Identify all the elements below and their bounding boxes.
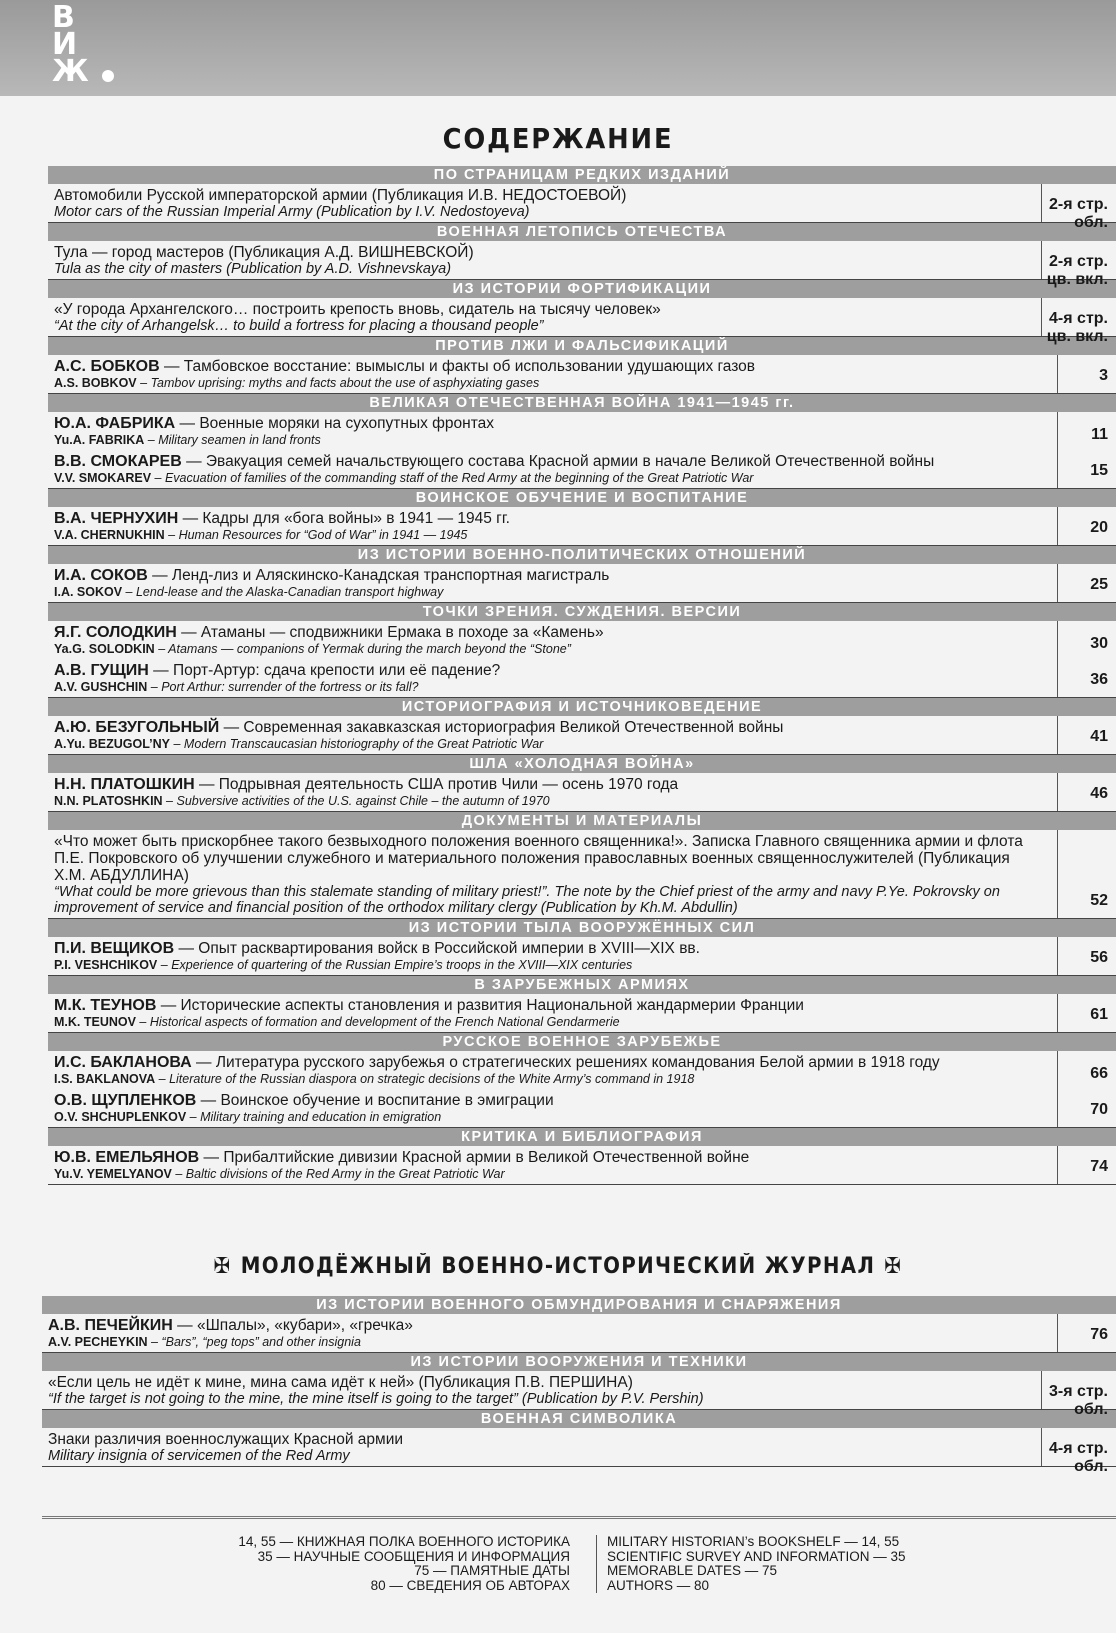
section-header: ИЗ ИСТОРИИ ВОЕННОГО ОБМУНДИРОВАНИЯ И СНАРЯЖЕНИЯ bbox=[42, 1296, 1116, 1314]
entry-title-ru bbox=[54, 244, 1036, 261]
entry-title-ru bbox=[48, 1431, 1036, 1448]
toc-entry bbox=[48, 241, 1116, 279]
entry-title-ru: И.А. СОКОВ — Ленд-лиз и Аляскинско-Канадская транспортная магистраль bbox=[54, 567, 610, 584]
page-number bbox=[1041, 298, 1116, 345]
author-name-en: O.V. SHCHUPLENKOV bbox=[54, 1110, 187, 1124]
entry-title-ru: В.В. СМОКАРЕВ — Эвакуация семей начальствующего состава Красной армии в начале Великой Отечественной войны bbox=[54, 453, 935, 470]
entry-title-en: N.N. PLATOSHKIN – Subversive activities of the U.S. against Chile – the autumn of 1970 bbox=[54, 794, 550, 808]
title-ru: Знаки различия военнослужащих Красной армии bbox=[48, 1431, 404, 1448]
section-header: ИЗ ИСТОРИИ ВОЕННО-ПОЛИТИЧЕСКИХ ОТНОШЕНИЙ bbox=[48, 546, 1116, 564]
entry-title-en: O.V. SHCHUPLENKOV – Military training and education in emigration bbox=[54, 1110, 442, 1124]
author-name-en: Yu.V. YEMELYANOV bbox=[54, 1167, 172, 1181]
title-en: Military seamen in land fronts bbox=[158, 433, 321, 447]
title-ru: Воинское обучение и воспитание в эмиграции bbox=[220, 1092, 554, 1109]
section-block bbox=[48, 298, 1116, 345]
page-value: 74 bbox=[1090, 1158, 1108, 1175]
toc-entry bbox=[48, 830, 1116, 918]
entry-title-en bbox=[54, 318, 1036, 334]
title-en: Tambov uprising: myths and facts about the use of asphyxiating gases bbox=[150, 376, 540, 390]
section-block bbox=[48, 184, 1116, 231]
author-name-ru: М.К. ТЕУНОВ bbox=[54, 997, 157, 1014]
page-number bbox=[1057, 1146, 1116, 1184]
page-value: 52 bbox=[1090, 892, 1108, 909]
section-block bbox=[48, 994, 1116, 1033]
title-ru: Кадры для «бога войны» в 1941 — 1945 гг. bbox=[202, 510, 510, 527]
page-number bbox=[1057, 937, 1116, 975]
header-bar bbox=[0, 0, 1116, 96]
entry-title-en: M.K. TEUNOV – Historical aspects of formation and development of the French National Gendarmerie bbox=[54, 1015, 620, 1029]
toc-entry bbox=[48, 621, 1116, 659]
author-name-ru: О.В. ЩУПЛЕНКОВ bbox=[54, 1092, 197, 1109]
toc-entry bbox=[48, 450, 1116, 488]
author-name-ru: Н.Н. ПЛАТОШКИН bbox=[54, 776, 195, 793]
entry-title-en: A.S. BOBKOV – Tambov uprising: myths and facts about the use of asphyxiating gases bbox=[54, 376, 540, 390]
section-block bbox=[48, 507, 1116, 546]
author-name-ru: А.В. ПЕЧЕЙКИН bbox=[48, 1317, 173, 1334]
author-name-ru: Я.Г. СОЛОДКИН bbox=[54, 624, 177, 641]
toc-entry bbox=[48, 994, 1116, 1032]
author-name-ru: И.А. СОКОВ bbox=[54, 567, 148, 584]
entry-title-ru bbox=[48, 1374, 1036, 1391]
entry-title-en: V.V. SMOKAREV – Evacuation of families of the commanding staff of the Red Army at the beginning of the Great Patriotic War bbox=[54, 471, 754, 485]
page-number bbox=[1057, 830, 1116, 918]
section-header: ШЛА «ХОЛОДНАЯ ВОЙНА» bbox=[48, 755, 1116, 773]
section-header: В ЗАРУБЕЖНЫХ АРМИЯХ bbox=[48, 976, 1116, 994]
footer-index-ru: 14, 55 — КНИЖНАЯ ПОЛКА ВОЕННОГО ИСТОРИКА 35 — НАУЧНЫЕ СООБЩЕНИЯ И ИНФОРМАЦИЯ 75 — ПАМЯТНЫЕ ДАТЫ 80 — СВЕДЕНИЯ ОБ АВТОРАХ bbox=[238, 1534, 570, 1593]
title-en: Military insignia of servicemen of the Red Army bbox=[48, 1448, 350, 1464]
entry-title-ru: П.И. ВЕЩИКОВ — Опыт расквартирования войск в Российской империи в XVIII—XIX вв. bbox=[54, 940, 700, 957]
author-name-ru: В.В. СМОКАРЕВ bbox=[54, 453, 182, 470]
section-header: РУССКОЕ ВОЕННОЕ ЗАРУБЕЖЬЕ bbox=[48, 1033, 1116, 1051]
author-name-ru: П.И. ВЕЩИКОВ bbox=[54, 940, 175, 957]
author-name-ru: А.С. БОБКОВ bbox=[54, 358, 160, 375]
entry-title-en bbox=[54, 261, 1036, 277]
page-value: 4-я стр. обл. bbox=[1049, 1440, 1108, 1475]
toc-entry bbox=[48, 773, 1116, 811]
section-header: ИЗ ИСТОРИИ ВООРУЖЕНИЯ И ТЕХНИКИ bbox=[42, 1353, 1116, 1371]
section-block bbox=[48, 716, 1116, 755]
section-header: ПО СТРАНИЦАМ РЕДКИХ ИЗДАНИЙ bbox=[48, 166, 1116, 184]
toc-entry bbox=[48, 184, 1116, 222]
entry-title-ru: В.А. ЧЕРНУХИН — Кадры для «бога войны» в 1941 — 1945 гг. bbox=[54, 510, 510, 527]
author-name-en: Ya.G. SOLODKIN bbox=[54, 642, 155, 656]
section-block bbox=[48, 621, 1116, 698]
section-header: КРИТИКА И БИБЛИОГРАФИЯ bbox=[48, 1128, 1116, 1146]
page-number bbox=[1057, 1051, 1116, 1127]
page-value: 56 bbox=[1090, 949, 1108, 966]
author-name-ru: И.С. БАКЛАНОВА bbox=[54, 1054, 192, 1071]
section-block bbox=[48, 830, 1116, 919]
entry-title-ru: О.В. ЩУПЛЕНКОВ — Воинское обучение и воспитание в эмиграции bbox=[54, 1092, 554, 1109]
title-ru: Атаманы — сподвижники Ермака в походе за «Камень» bbox=[200, 624, 604, 641]
entry-title-en: A.Yu. BEZUGOL’NY – Modern Transcaucasian historiography of the Great Patriotic War bbox=[54, 737, 544, 751]
entry-title-ru: А.С. БОБКОВ — Тамбовское восстание: вымыслы и факты об использовании удушающих газов bbox=[54, 358, 756, 375]
footer-index bbox=[42, 1516, 1116, 1593]
section-header: ИЗ ИСТОРИИ ТЫЛА ВООРУЖЁННЫХ СИЛ bbox=[48, 919, 1116, 937]
author-name-en: I.A. SOKOV bbox=[54, 585, 123, 599]
section-header: ИСТОРИОГРАФИЯ И ИСТОЧНИКОВЕДЕНИЕ bbox=[48, 698, 1116, 716]
soldier-icon: ✠ bbox=[884, 1254, 903, 1279]
entry-title-ru: А.В. ПЕЧЕЙКИН — «Шпалы», «кубари», «гречка» bbox=[48, 1317, 413, 1334]
title-ru: Литература русского зарубежья о стратегических решениях командования Белой армии в 1918 году bbox=[215, 1054, 940, 1071]
author-name-en: A.S. BOBKOV bbox=[54, 376, 137, 390]
section-block bbox=[42, 1314, 1116, 1353]
title-en: Literature of the Russian diaspora on strategic decisions of the White Army’s command in 1918 bbox=[169, 1072, 695, 1086]
section-header: ВОЕННАЯ СИМВОЛИКА bbox=[42, 1410, 1116, 1428]
toc-entry bbox=[48, 937, 1116, 975]
entry-title-ru: М.К. ТЕУНОВ — Исторические аспекты становления и развития Национальной жандармерии Франции bbox=[54, 997, 804, 1014]
title-en: Modern Transcaucasian historiography of the Great Patriotic War bbox=[183, 737, 544, 751]
toc-entry bbox=[48, 298, 1116, 336]
table-of-contents bbox=[48, 166, 1116, 1185]
entry-title-en bbox=[48, 1448, 1036, 1464]
page-number bbox=[1041, 184, 1116, 231]
title-ru: «Что может быть прискорбнее такого безвыходного положения военного священника!». Записка Главного священника армии и флота П.Е. Покровского об улучшении служебного и материального положения православных военных священнослужителей (Публикация Х.М. АБДУЛЛИНА) bbox=[54, 833, 1023, 884]
author-name-en: A.V. PECHEYKIN bbox=[48, 1335, 148, 1349]
page-number bbox=[1057, 994, 1116, 1032]
author-name-ru: А.Ю. БЕЗУГОЛЬНЫЙ bbox=[54, 719, 220, 736]
title-en: Military training and education in emigration bbox=[200, 1110, 442, 1124]
author-name-en: I.S. BAKLANOVA bbox=[54, 1072, 156, 1086]
title-ru: Тамбовское восстание: вымыслы и факты об использовании удушающих газов bbox=[183, 358, 756, 375]
logo-dot bbox=[102, 70, 114, 82]
entry-title-ru bbox=[54, 187, 1036, 204]
title-ru: Эвакуация семей начальствующего состава Красной армии в начале Великой Отечественной войны bbox=[205, 453, 935, 470]
page-value: 2-я стр. обл. bbox=[1049, 196, 1108, 231]
youth-journal-title: ✠ МОЛОДЁЖНЫЙ ВОЕННО-ИСТОРИЧЕСКИЙ ЖУРНАЛ ✠ bbox=[213, 1254, 903, 1279]
entry-title-en: Yu.V. YEMELYANOV – Baltic divisions of the Red Army in the Great Patriotic War bbox=[54, 1167, 505, 1181]
title-ru: «У города Архангелского… построить крепость вновь, сидатель на тысячу человек» bbox=[54, 301, 661, 318]
entry-title-en bbox=[54, 204, 1036, 220]
section-block bbox=[48, 412, 1116, 489]
section-block bbox=[42, 1371, 1116, 1418]
section-header: ИЗ ИСТОРИИ ФОРТИФИКАЦИИ bbox=[48, 280, 1116, 298]
section-header: ДОКУМЕНТЫ И МАТЕРИАЛЫ bbox=[48, 812, 1116, 830]
page-value: 2-я стр. цв. вкл. bbox=[1046, 253, 1108, 288]
toc-entry bbox=[48, 1051, 1116, 1089]
entry-title-ru: Я.Г. СОЛОДКИН — Атаманы — сподвижники Ермака в походе за «Камень» bbox=[54, 624, 604, 641]
section-block bbox=[48, 937, 1116, 976]
page-value: 3-я стр. обл. bbox=[1049, 1383, 1108, 1418]
page-value: 20 bbox=[1090, 519, 1108, 536]
toc-entry bbox=[48, 659, 1116, 697]
page-number bbox=[1041, 1428, 1116, 1475]
page-value: 11 15 bbox=[1090, 426, 1108, 479]
section-header: ПРОТИВ ЛЖИ И ФАЛЬСИФИКАЦИЙ bbox=[48, 337, 1116, 355]
title-ru: Тула — город мастеров (Публикация А.Д. ВИШНЕВСКОЙ) bbox=[54, 244, 474, 261]
entry-title-ru bbox=[54, 833, 1036, 884]
toc-entry bbox=[42, 1314, 1116, 1352]
toc-entry bbox=[48, 1146, 1116, 1184]
title-ru: Ленд-лиз и Аляскинско-Канадская транспортная магистраль bbox=[171, 567, 610, 584]
section-header: ВОИНСКОЕ ОБУЧЕНИЕ И ВОСПИТАНИЕ bbox=[48, 489, 1116, 507]
title-en: “What could be more grievous than this stalemate standing of military priest!”. The note by the Chief priest of the army and navy P.Ye. Pokrovsky on improvement of service and financial position of the orthodox military clergy (Publication by Kh.M. Abdullin) bbox=[54, 884, 1000, 916]
toc-entry bbox=[48, 412, 1116, 450]
entry-title-en: A.V. PECHEYKIN – “Bars”, “peg tops” and other insignia bbox=[48, 1335, 361, 1349]
title-ru: Подрывная деятельность США против Чили — осень 1970 года bbox=[218, 776, 679, 793]
author-name-en: A.V. GUSHCHIN bbox=[54, 680, 148, 694]
title-en: Historical aspects of formation and development of the French National Gendarmerie bbox=[149, 1015, 620, 1029]
page-value: 41 bbox=[1090, 728, 1108, 745]
title-ru: Современная закавказская историография Великой Отечественной войны bbox=[243, 719, 784, 736]
title-ru: Автомобили Русской императорской армии (Публикация И.В. НЕДОСТОЕВОЙ) bbox=[54, 187, 627, 204]
entry-title-en bbox=[48, 1391, 1036, 1407]
title-ru: Порт-Артур: сдача крепости или её падение? bbox=[172, 662, 501, 679]
youth-table-of-contents bbox=[42, 1296, 1116, 1475]
toc-entry bbox=[48, 1089, 1116, 1127]
title-en: Human Resources for “God of War” in 1941 — 1945 bbox=[178, 528, 468, 542]
page-number bbox=[1057, 412, 1116, 488]
entry-title-en: I.S. BAKLANOVA – Literature of the Russian diaspora on strategic decisions of the White Army’s command in 1918 bbox=[54, 1072, 695, 1086]
entry-title-en: A.V. GUSHCHIN – Port Arthur: surrender of the fortress or its fall? bbox=[54, 680, 419, 694]
section-header: ВЕЛИКАЯ ОТЕЧЕСТВЕННАЯ ВОЙНА 1941—1945 гг. bbox=[48, 394, 1116, 412]
section-block bbox=[48, 1146, 1116, 1185]
title-en: “If the target is not going to the mine, the mine itself is going to the target” (Publication by P.V. Pershin) bbox=[48, 1391, 704, 1407]
page-number bbox=[1041, 1371, 1116, 1418]
section-header: ТОЧКИ ЗРЕНИЯ. СУЖДЕНИЯ. ВЕРСИИ bbox=[48, 603, 1116, 621]
title-en: Atamans — companions of Yermak during the march beyond the “Stone” bbox=[168, 642, 571, 656]
page-value: 3 bbox=[1099, 367, 1108, 384]
author-name-ru: А.В. ГУЩИН bbox=[54, 662, 149, 679]
entry-title-ru: Ю.В. ЕМЕЛЬЯНОВ — Прибалтийские дивизии Красной армии в Великой Отечественной войне bbox=[54, 1149, 750, 1166]
page-number bbox=[1057, 564, 1116, 602]
title-ru: Исторические аспекты становления и развития Национальной жандармерии Франции bbox=[180, 997, 804, 1014]
title-en: Tula as the city of masters (Publication by A.D. Vishnevskaya) bbox=[54, 261, 452, 277]
entry-title-en: I.A. SOKOV – Lend-lease and the Alaska-Canadian transport highway bbox=[54, 585, 444, 599]
entry-title-en: P.I. VESHCHIKOV – Experience of quartering of the Russian Empire’s troops in the XVIII—XIX centuries bbox=[54, 958, 633, 972]
page-number bbox=[1057, 621, 1116, 697]
entry-title-en: Ya.G. SOLODKIN – Atamans — companions of Yermak during the march beyond the “Stone” bbox=[54, 642, 571, 656]
entry-title-ru bbox=[54, 301, 1036, 318]
page-value: 4-я стр. цв. вкл. bbox=[1046, 310, 1108, 345]
title-ru: Опыт расквартирования войск в Российской империи в XVIII—XIX вв. bbox=[198, 940, 700, 957]
title-en: Lend-lease and the Alaska-Canadian transport highway bbox=[135, 585, 444, 599]
page-value: 66 70 bbox=[1090, 1065, 1108, 1118]
entry-title-ru: Ю.А. ФАБРИКА — Военные моряки на сухопутных фронтах bbox=[54, 415, 494, 432]
section-block bbox=[48, 355, 1116, 394]
author-name-en: P.I. VESHCHIKOV bbox=[54, 958, 158, 972]
section-block bbox=[48, 773, 1116, 812]
toc-entry bbox=[48, 355, 1116, 393]
toc-entry bbox=[48, 564, 1116, 602]
page-number bbox=[1057, 716, 1116, 754]
author-name-en: V.V. SMOKAREV bbox=[54, 471, 152, 485]
page-value: 61 bbox=[1090, 1006, 1108, 1023]
page-value: 76 bbox=[1090, 1326, 1108, 1343]
toc-entry bbox=[48, 716, 1116, 754]
page-number bbox=[1057, 773, 1116, 811]
section-header: ВОЕННАЯ ЛЕТОПИСЬ ОТЕЧЕСТВА bbox=[48, 223, 1116, 241]
toc-entry bbox=[42, 1428, 1116, 1466]
author-name-en: N.N. PLATOSHKIN bbox=[54, 794, 163, 808]
section-block bbox=[48, 241, 1116, 288]
title-ru: Прибалтийские дивизии Красной армии в Великой Отечественной войне bbox=[223, 1149, 750, 1166]
author-name-ru: В.А. ЧЕРНУХИН bbox=[54, 510, 179, 527]
entry-title-en bbox=[54, 884, 1036, 916]
title-en: Motor cars of the Russian Imperial Army (Publication by I.V. Nedostoyeva) bbox=[54, 204, 530, 220]
page-title: СОДЕРЖАНИЕ bbox=[442, 122, 674, 155]
page-number bbox=[1057, 507, 1116, 545]
title-en: “At the city of Arhangelsk… to build a fortress for placing a thousand people” bbox=[54, 318, 544, 334]
author-name-en: Yu.A. FABRIKA bbox=[54, 433, 145, 447]
entry-title-ru: И.С. БАКЛАНОВА — Литература русского зарубежья о стратегических решениях командования Белой армии в 1918 году bbox=[54, 1054, 940, 1071]
author-name-en: A.Yu. BEZUGOL’NY bbox=[54, 737, 170, 751]
toc-entry bbox=[42, 1371, 1116, 1409]
title-en: Port Arthur: surrender of the fortress or its fall? bbox=[161, 680, 419, 694]
page-number bbox=[1057, 355, 1116, 393]
section-block bbox=[48, 1051, 1116, 1128]
author-name-en: M.K. TEUNOV bbox=[54, 1015, 136, 1029]
title-en: Subversive activities of the U.S. against Chile – the autumn of 1970 bbox=[176, 794, 550, 808]
page-value: 25 bbox=[1090, 576, 1108, 593]
section-block bbox=[48, 564, 1116, 603]
entry-title-ru: Н.Н. ПЛАТОШКИН — Подрывная деятельность США против Чили — осень 1970 года bbox=[54, 776, 679, 793]
author-name-ru: Ю.В. ЕМЕЛЬЯНОВ bbox=[54, 1149, 200, 1166]
title-en: “Bars”, “peg tops” and other insignia bbox=[161, 1335, 361, 1349]
journal-logo: В И Ж bbox=[52, 4, 112, 88]
entry-title-en: V.A. CHERNUKHIN – Human Resources for “God of War” in 1941 — 1945 bbox=[54, 528, 468, 542]
page-value: 46 bbox=[1090, 785, 1108, 802]
footer-index-en: MILITARY HISTORIAN’s BOOKSHELF — 14, 55 SCIENTIFIC SURVEY AND INFORMATION — 35 MEMORABLE DATES — 75 AUTHORS — 80 bbox=[596, 1535, 906, 1593]
title-en: Experience of quartering of the Russian Empire’s troops in the XVIII—XIX centuries bbox=[171, 958, 633, 972]
title-en: Evacuation of families of the commanding staff of the Red Army at the beginning of the Great Patriotic War bbox=[164, 471, 754, 485]
page-number bbox=[1057, 1314, 1116, 1352]
title-ru: «Шпалы», «кубари», «гречка» bbox=[196, 1317, 413, 1334]
title-ru: «Если цель не идёт к мине, мина сама идёт к ней» (Публикация П.В. ПЕРШИНА) bbox=[48, 1374, 633, 1391]
toc-entry bbox=[48, 507, 1116, 545]
author-name-en: V.A. CHERNUKHIN bbox=[54, 528, 165, 542]
page-value: 30 36 bbox=[1090, 635, 1108, 688]
entry-title-ru: А.В. ГУЩИН — Порт-Артур: сдача крепости или её падение? bbox=[54, 662, 501, 679]
title-ru: Военные моряки на сухопутных фронтах bbox=[199, 415, 494, 432]
soldier-icon: ✠ bbox=[213, 1254, 232, 1279]
author-name-ru: Ю.А. ФАБРИКА bbox=[54, 415, 176, 432]
entry-title-en: Yu.A. FABRIKA – Military seamen in land fronts bbox=[54, 433, 321, 447]
entry-title-ru: А.Ю. БЕЗУГОЛЬНЫЙ — Современная закавказская историография Великой Отечественной войны bbox=[54, 719, 784, 736]
section-block bbox=[42, 1428, 1116, 1475]
title-en: Baltic divisions of the Red Army in the Great Patriotic War bbox=[185, 1167, 505, 1181]
page-number bbox=[1041, 241, 1116, 288]
